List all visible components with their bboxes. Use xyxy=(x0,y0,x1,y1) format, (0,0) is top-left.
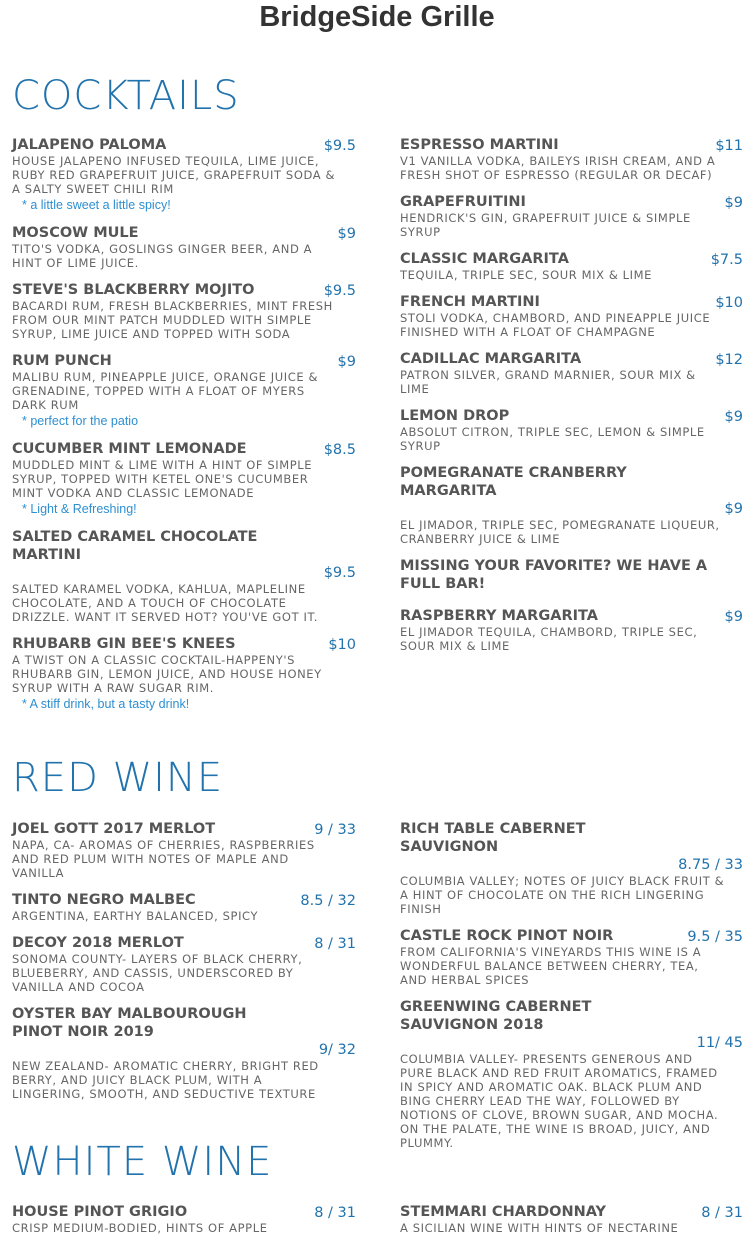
menu-item-price: 11/ 45 xyxy=(696,1035,743,1051)
menu-item-name: ESPRESSO MARTINI xyxy=(400,137,559,153)
menu-item-price: $9 xyxy=(724,195,743,211)
menu-item-note: * Light & Refreshing! xyxy=(22,502,137,516)
menu-item-description: NAPA, CA- AROMAS OF CHERRIES, RASPBERRIES AND RED PLUM WITH NOTES OF MAPLE AND VANILLA xyxy=(12,838,315,880)
menu-item-name: CASTLE ROCK PINOT NOIR xyxy=(400,928,614,944)
menu-item-header xyxy=(12,1203,356,1221)
menu-item-price: $9.5 xyxy=(323,283,356,299)
menu-item-description: EL JIMADOR TEQUILA, CHAMBORD, TRIPLE SEC, SOUR MIX & LIME xyxy=(400,625,698,653)
menu-item-name: POMEGRANATE CRANBERRY MARGARITA xyxy=(400,465,627,499)
menu-item-header xyxy=(12,440,356,458)
menu-item xyxy=(400,250,743,282)
menu-item-price: $9 xyxy=(724,609,743,625)
menu-item-description: TITO'S VODKA, GOSLINGS GINGER BEER, AND A HINT OF LIME JUICE. xyxy=(12,242,313,270)
menu-item-header xyxy=(400,820,743,874)
menu-item-price: $9.5 xyxy=(323,138,356,154)
section-title-red-wine: RED WINE xyxy=(12,755,224,801)
menu-item xyxy=(400,293,743,339)
full-bar-callout: MISSING YOUR FAVORITE? WE HAVE A FULL BAR! xyxy=(400,558,708,592)
section-title-cocktails: COCKTAILS xyxy=(12,73,240,119)
menu-item-description: STOLI VODKA, CHAMBORD, AND PINEAPPLE JUICE FINISHED WITH A FLOAT OF CHAMPAGNE xyxy=(400,311,711,339)
menu-item-name: GRAPEFRUITINI xyxy=(400,194,526,210)
menu-item-name: CUCUMBER MINT LEMONADE xyxy=(12,441,247,457)
section-title-white-wine: WHITE WINE xyxy=(12,1139,273,1185)
menu-item-description: TEQUILA, TRIPLE SEC, SOUR MIX & LIME xyxy=(400,268,653,282)
menu-item-description: EL JIMADOR, TRIPLE SEC, POMEGRANATE LIQUEUR, CRANBERRY JUICE & LIME xyxy=(400,518,720,546)
menu-item-price: 9.5 / 35 xyxy=(687,929,743,945)
red-wine-left-column xyxy=(12,820,356,1112)
menu-item xyxy=(12,820,356,880)
menu-item xyxy=(12,352,356,429)
menu-item xyxy=(12,440,356,517)
menu-item-name: RASPBERRY MARGARITA xyxy=(400,608,598,624)
menu-item-name: OYSTER BAY MALBOUROUGH PINOT NOIR 2019 xyxy=(12,1006,247,1040)
menu-item-description: ARGENTINA, EARTHY BALANCED, SPICY xyxy=(12,909,259,923)
menu-item-price: $10 xyxy=(328,637,356,653)
menu-item-price: 8.75 / 33 xyxy=(678,857,743,873)
menu-item xyxy=(400,350,743,396)
menu-item-header xyxy=(400,607,743,625)
menu-item-name: JOEL GOTT 2017 MERLOT xyxy=(12,821,216,837)
menu-item-header xyxy=(12,136,356,154)
red-wine-right-column xyxy=(400,820,743,1161)
menu-item-header xyxy=(12,1005,356,1059)
menu-item-header xyxy=(12,891,356,909)
menu-item-header xyxy=(400,293,743,311)
menu-item-description: MALIBU RUM, PINEAPPLE JUICE, ORANGE JUICE & GRENADINE, TOPPED WITH A FLOAT OF MYERS DARK RUM xyxy=(12,370,319,412)
menu-item xyxy=(400,820,743,916)
menu-item-header xyxy=(400,998,743,1052)
menu-item-price: $12 xyxy=(715,352,743,368)
menu-item-description: CRISP MEDIUM-BODIED, HINTS OF APPLE xyxy=(12,1221,268,1235)
menu-item-header xyxy=(400,136,743,154)
menu-item-description: COLUMBIA VALLEY- PRESENTS GENEROUS AND PURE BLACK AND RED FRUIT AROMATICS, FRAMED IN SPICY AND AROMATIC OAK. BLACK PLUM AND BING CHERRY LEAD THE WAY, FOLLOWED BY NOTIONS OF CLOVE, BROWN SUGAR, AND MOCHA. ON THE PALATE, THE WINE IS BROAD, JUICY, AND PLUMMY. xyxy=(400,1052,719,1150)
menu-item-header xyxy=(400,250,743,268)
menu-item-name: FRENCH MARTINI xyxy=(400,294,540,310)
menu-item-name: HOUSE PINOT GRIGIO xyxy=(12,1204,188,1220)
menu-item xyxy=(12,281,356,341)
menu-item xyxy=(12,136,356,213)
menu-item xyxy=(400,607,743,653)
menu-item-price: 8.5 / 32 xyxy=(300,893,356,909)
menu-item-header xyxy=(12,820,356,838)
menu-item-description: FROM CALIFORNIA'S VINEYARDS THIS WINE IS A WONDERFUL BALANCE BETWEEN CHERRY, TEA, AND HERBAL SPICES xyxy=(400,945,702,987)
menu-item-description: V1 VANILLA VODKA, BAILEYS IRISH CREAM, AND A FRESH SHOT OF ESPRESSO (REGULAR OR DECAF) xyxy=(400,154,716,182)
menu-item-price: $8.5 xyxy=(323,442,356,458)
menu-item xyxy=(400,927,743,987)
menu-item-header xyxy=(12,528,356,582)
menu-item xyxy=(12,635,356,712)
menu-item-header xyxy=(400,350,743,368)
cocktails-right-list xyxy=(400,136,743,546)
menu-item-price: 9/ 32 xyxy=(318,1042,356,1058)
menu-item-header xyxy=(400,464,743,518)
menu-item xyxy=(400,1203,743,1235)
menu-item-description: SONOMA COUNTY- LAYERS OF BLACK CHERRY, BLUEBERRY, AND CASSIS, UNDERSCORED BY VANILLA AND COCOA xyxy=(12,952,303,994)
menu-item-name: TINTO NEGRO MALBEC xyxy=(12,892,196,908)
menu-item-description: SALTED KARAMEL VODKA, KAHLUA, MAPLELINE CHOCOLATE, AND A TOUCH OF CHOCOLATE DRIZZLE. WANT IT SERVED HOT? YOU'VE GOT IT. xyxy=(12,582,318,624)
menu-item-name: LEMON DROP xyxy=(400,408,510,424)
menu-item-name: GREENWING CABERNET SAUVIGNON 2018 xyxy=(400,999,592,1033)
menu-item-price: 8 / 31 xyxy=(314,936,356,952)
menu-item-price: $11 xyxy=(715,138,743,154)
menu-item-header xyxy=(12,635,356,653)
menu-item-header xyxy=(12,281,356,299)
white-wine-right-column xyxy=(400,1203,743,1246)
menu-item-price: $7.5 xyxy=(710,252,743,268)
menu-item-price: $10 xyxy=(715,295,743,311)
menu-item xyxy=(12,224,356,270)
menu-item xyxy=(12,528,356,624)
menu-item-name: RUM PUNCH xyxy=(12,353,112,369)
menu-item-name: CLASSIC MARGARITA xyxy=(400,251,569,267)
menu-item-description: A SICILIAN WINE WITH HINTS OF NECTARINE xyxy=(400,1221,679,1235)
menu-item-note: * A stiff drink, but a tasty drink! xyxy=(22,697,190,711)
menu-item-header xyxy=(400,407,743,425)
menu-item-name: RHUBARB GIN BEE'S KNEES xyxy=(12,636,236,652)
menu-item-description: COLUMBIA VALLEY; NOTES OF JUICY BLACK FRUIT & A HINT OF CHOCOLATE ON THE RICH LINGERING FINISH xyxy=(400,874,725,916)
menu-item xyxy=(12,1005,356,1101)
menu-item-description: BACARDI RUM, FRESH BLACKBERRIES, MINT FRESH FROM OUR MINT PATCH MUDDLED WITH SIMPLE SYRUP, LIME JUICE AND TOPPED WITH SODA xyxy=(12,299,333,341)
menu-item-price: 8 / 31 xyxy=(701,1205,743,1221)
menu-item-header xyxy=(400,927,743,945)
cocktails-right-column xyxy=(400,136,743,664)
menu-item-description: HOUSE JALAPENO INFUSED TEQUILA, LIME JUICE, RUBY RED GRAPEFRUIT JUICE, GRAPEFRUIT SODA & A SALTY SWEET CHILI RIM xyxy=(12,154,336,196)
menu-item-price: $9 xyxy=(337,226,356,242)
menu-item xyxy=(12,1203,356,1235)
page-title: BridgeSide Grille xyxy=(259,1,495,33)
menu-item-description: NEW ZEALAND- AROMATIC CHERRY, BRIGHT RED BERRY, AND JUICY BLACK PLUM, WITH A LINGERING, SMOOTH, AND SEDUCTIVE TEXTURE xyxy=(12,1059,319,1101)
menu-item xyxy=(400,998,743,1150)
menu-item-note: * a little sweet a little spicy! xyxy=(22,198,171,212)
menu-item xyxy=(400,464,743,546)
menu-item-name: MOSCOW MULE xyxy=(12,225,139,241)
menu-item-header xyxy=(12,224,356,242)
menu-item xyxy=(12,934,356,994)
white-wine-left-column xyxy=(12,1203,356,1246)
menu-item-description: HENDRICK'S GIN, GRAPEFRUIT JUICE & SIMPLE SYRUP xyxy=(400,211,691,239)
menu-item-price: $9 xyxy=(724,501,743,517)
menu-item-description: PATRON SILVER, GRAND MARNIER, SOUR MIX & LIME xyxy=(400,368,696,396)
menu-item-description: A TWIST ON A CLASSIC COCKTAIL-HAPPENY'S RHUBARB GIN, LEMON JUICE, AND HOUSE HONEY SYRUP WITH A RAW SUGAR RIM. xyxy=(12,653,322,695)
menu-item-price: $9 xyxy=(337,354,356,370)
menu-item-name: JALAPENO PALOMA xyxy=(12,137,167,153)
menu-item-name: DECOY 2018 MERLOT xyxy=(12,935,184,951)
menu-item-note: * perfect for the patio xyxy=(22,414,139,428)
cocktails-left-column xyxy=(12,136,356,723)
menu-item-name: STEMMARI CHARDONNAY xyxy=(400,1204,607,1220)
menu-item-price: $9 xyxy=(724,409,743,425)
menu-item-name: SALTED CARAMEL CHOCOLATE MARTINI xyxy=(12,529,258,563)
menu-item-description: MUDDLED MINT & LIME WITH A HINT OF SIMPLE SYRUP, TOPPED WITH KETEL ONE'S CUCUMBER MINT VODKA AND CLASSIC LEMONADE xyxy=(12,458,313,500)
menu-item-name: CADILLAC MARGARITA xyxy=(400,351,582,367)
menu-item-name: RICH TABLE CABERNET SAUVIGNON xyxy=(400,821,586,855)
menu-item-name: STEVE'S BLACKBERRY MOJITO xyxy=(12,282,255,298)
menu-item xyxy=(400,136,743,182)
menu-item xyxy=(400,407,743,453)
menu-item-header xyxy=(400,1203,743,1221)
menu-item-price: 9 / 33 xyxy=(314,822,356,838)
menu-item-price: 8 / 31 xyxy=(314,1205,356,1221)
menu-item-header xyxy=(12,934,356,952)
menu-item-description: ABSOLUT CITRON, TRIPLE SEC, LEMON & SIMPLE SYRUP xyxy=(400,425,705,453)
cocktails-right-after-list xyxy=(400,607,743,653)
menu-item-header xyxy=(400,193,743,211)
menu-item xyxy=(12,891,356,923)
menu-item-price: $9.5 xyxy=(323,565,356,581)
menu-item-header xyxy=(12,352,356,370)
menu-item xyxy=(400,193,743,239)
